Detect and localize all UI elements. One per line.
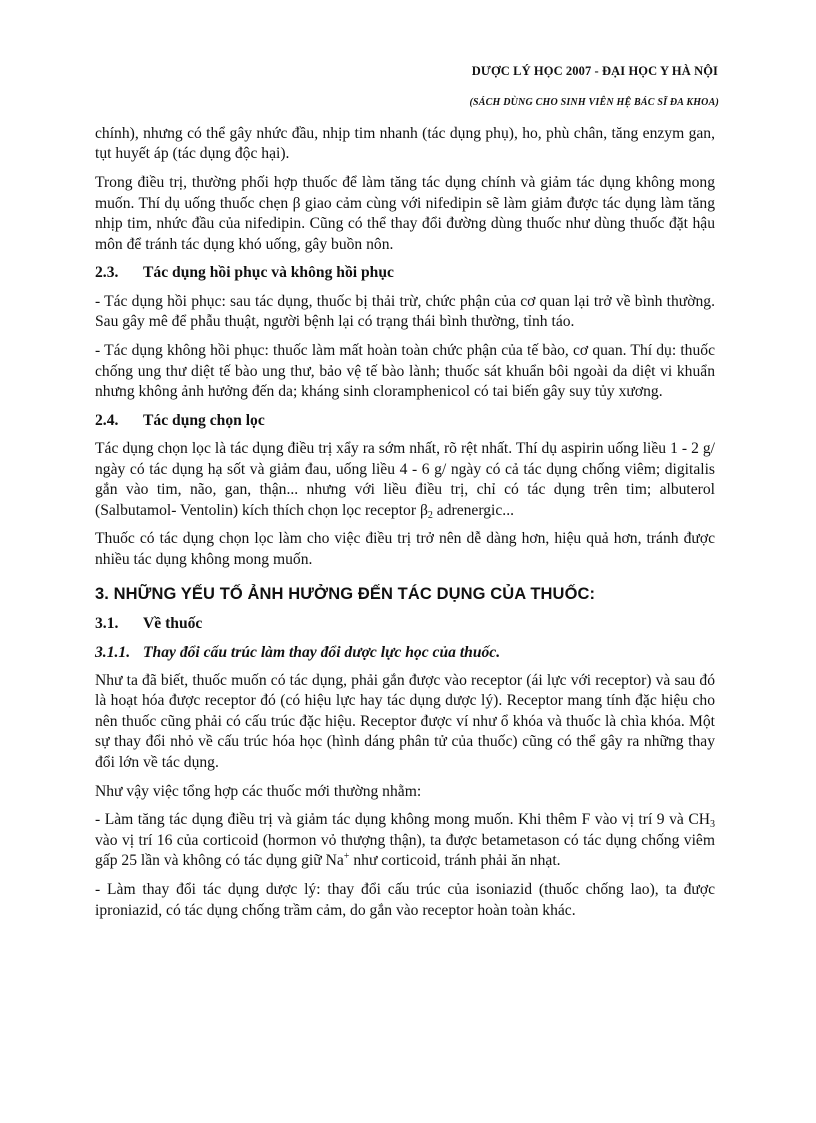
page-content: [95, 124, 715, 930]
paragraph: chính), nhưng có thể gây nhức đầu, nhịp tim nhanh (tác dụng phụ), ho, phù chân, tăng enzym gan, tụt huyết áp (tác dụng độc hại).: [95, 125, 715, 163]
subscript: 3: [710, 819, 715, 831]
paragraph: - Làm tăng tác dụng điều trị và giảm tác dụng không mong muốn. Khi thêm F vào vị trí 9 và $CH_3$ vào vị trí 16 của corticoid (hormon vỏ thượng thận), ta được betametason có tác dụng chống viêm gấp 25 lần và không có tác dụng giữ Na+ như corticoid, tránh phải ăn nhạt.: [95, 811, 715, 870]
superscript: +: [343, 851, 350, 863]
paragraph: Tác dụng chọn lọc là tác dụng điều trị xẩy ra sớm nhất, rõ rệt nhất. Thí dụ aspirin uống liều 1 - 2 g/ ngày có tác dụng hạ sốt và giảm đau, uống liều 4 - 6 g/ ngày có cả tác dụng chống viêm; digitalis gắn vào tim, não, gan, thận... nhưng với liều điều trị, chỉ có tác dụng trên tim; albuterol (Salbutamol- Ventolin) kích thích chọn lọc receptor $\beta_2$ adrenergic...: [95, 440, 715, 521]
subscript: 2: [427, 509, 433, 521]
running-header-title: DƯỢC LÝ HỌC 2007 - ĐẠI HỌC Y HÀ NỘI: [471, 64, 718, 78]
beta-symbol: β: [419, 501, 428, 519]
paragraph: Trong điều trị, thường phối hợp thuốc để làm tăng tác dụng chính và giảm tác dụng không mong muốn. Thí dụ uống thuốc chẹn β giao cảm cùng với nifedipin sẽ làm giảm được tác dụng làm tăng nhịp tim, nhức đầu của nifedipin. Cũng có thể thay đổi đường dùng thuốc như dùng thuốc đặt hậu môn để tránh tác dụng khó uống, gây buồn nôn.: [95, 174, 715, 253]
paragraph: - Tác dụng không hồi phục: thuốc làm mất hoàn toàn chức phận của tế bào, cơ quan. Thí dụ: thuốc chống ung thư diệt tế bào ung thư, bảo vệ tế bào lành; thuốc sát khuẩn bôi ngoài da diệt vi khuẩn nhưng không ảnh hưởng đến da; kháng sinh cloramphenicol có tai biến gây suy tủy xương.: [95, 342, 715, 400]
beta-symbol: β: [292, 194, 301, 212]
paragraph: - Tác dụng hồi phục: sau tác dụng, thuốc bị thải trừ, chức phận của cơ quan lại trở về bình thường. Sau gây mê để phẫu thuật, người bệnh lại có trạng thái bình thường, tỉnh táo.: [95, 292, 715, 331]
section-heading-2-3: 2.3. Tác dụng hồi phục và không hồi phục: [95, 264, 394, 282]
paragraph: Như vậy việc tổng hợp các thuốc mới thường nhằm:: [95, 782, 422, 800]
section-heading-2-4: 2.4. Tác dụng chọn lọc: [95, 411, 265, 429]
section-heading-3-1: 3.1. Về thuốc: [95, 615, 203, 633]
running-header-subtitle: (SÁCH DÙNG CHO SINH VIÊN HỆ BÁC SĨ ĐA KHOA): [469, 97, 719, 108]
paragraph: Thuốc có tác dụng chọn lọc làm cho việc điều trị trở nên dễ dàng hơn, hiệu quả hơn, tránh được nhiều tác dụng không mong muốn.: [95, 530, 715, 568]
paragraph: - Làm thay đổi tác dụng dược lý: thay đổi cấu trúc của isoniazid (thuốc chống lao), ta được iproniazid, có tác dụng chống trầm cảm, do gắn vào receptor hoàn toàn khác.: [95, 881, 715, 919]
section-heading-3-1-1: 3.1.1. Thay đổi cấu trúc làm thay đổi dược lực học của thuốc.: [95, 643, 501, 661]
paragraph: Như ta đã biết, thuốc muốn có tác dụng, phải gắn được vào receptor (ái lực với receptor) và sau đó là hoạt hóa được receptor đó (có hiệu lực hay tác dụng dược lý). Receptor mang tính đặc hiệu cho nên thuốc cũng phải có cấu trúc đặc hiệu. Receptor được ví như ổ khóa và thuốc là chìa khóa. Một sự thay đổi nhỏ về cấu trúc hóa học (hình dáng phân tử của thuốc) cũng có thể gây ra những thay đổi lớn về tác dụng.: [95, 672, 715, 771]
chapter-heading-3: 3. NHỮNG YẾU TỐ ẢNH HƯỞNG ĐẾN TÁC DỤNG CỦA THUỐC:: [95, 585, 596, 604]
